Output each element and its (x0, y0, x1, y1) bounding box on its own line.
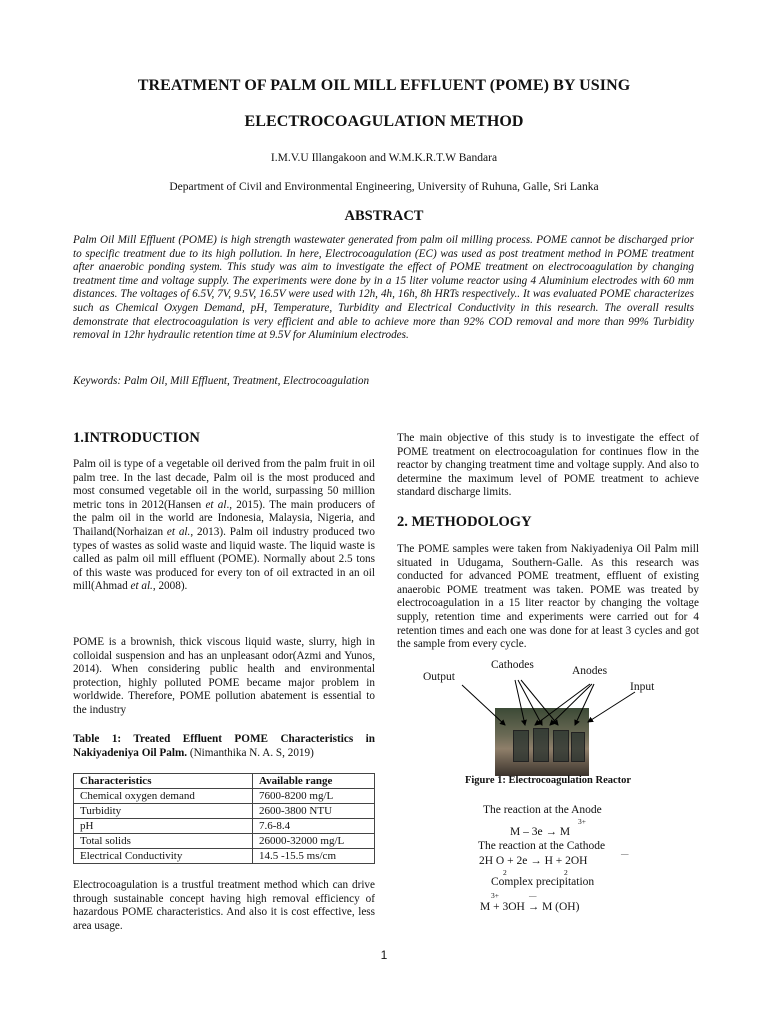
table-header-cell: Characteristics (74, 774, 253, 789)
intro-paragraph-2: POME is a brownish, thick viscous liquid waste, slurry, high in colloidal suspension and has an unpleasant odor(Azmi and Yunos, 2014). When considering public health and environmental protection, highly polluted POME became major problem in worldwide. Therefore, POME pollution abatement is essential to the industry (73, 636, 375, 716)
keywords: Keywords: Palm Oil, Mill Effluent, Treatment, Electrocoagulation (73, 375, 370, 387)
title-line-1: TREATMENT OF PALM OIL MILL EFFLUENT (POME) BY USING (137, 77, 631, 94)
cathode-reaction-equation: 2H O + 2e → H + 2OH (479, 855, 588, 867)
table-row (74, 819, 375, 834)
methodology-heading: 2. METHODOLOGY (397, 514, 532, 530)
table-row (74, 804, 375, 819)
figure-caption: Figure 1: Electrocoagulation Reactor (464, 775, 632, 786)
anode-reaction-heading: The reaction at the Anode (483, 804, 602, 816)
table-cell: 14.5 -15.5 ms/cm (253, 849, 375, 864)
cathode-subscript-1: 2 (503, 868, 507, 877)
cathode-reaction-heading: The reaction at the Cathode (478, 840, 606, 852)
table-cell: 7600-8200 mg/L (253, 789, 375, 804)
intro-paragraph-1: Palm oil is type of a vegetable oil derived from the palm fruit in oil palm tree. In the last decade, Palm oil is the most produced and most consumed vegetable oil in the world, surpassing 50 million metric tons in 2012(Hansen et al., 2015). The main producers of the palm oil in the world are Indonesia, Malaysia, Nigeria, and Thailand(Norhaizan et al., 2013). Palm oil industry produced two types of wastes as solid waste and liquid waste. The liquid waste is called as palm oil mill effluent (POME). Normally about 2.5 tons of this waste was produced for every ton of oil extracted in an oil mill(Ahmad et al., 2008). (73, 458, 375, 593)
figure-label-cathodes: Cathodes (491, 659, 534, 671)
pome-characteristics-table (73, 773, 375, 864)
methodology-paragraph: The POME samples were taken from Nakiyadeniya Oil Palm mill situated in Udugama, Southern-Galle. As this research was conducted for advanced POME treatment, effluent of existing anaerobic POME treatment was taken. POME was treated by electrocoagulation in a 15 liter reactor by changing the voltage supply, retention time and experiments were carried out for 4 retention times and each one was done for at least 3 cycles and got the sample from every cycle. (397, 543, 699, 651)
table-cell: Total solids (74, 834, 253, 849)
table-row (74, 834, 375, 849)
paper-title (60, 68, 708, 140)
affiliation: Department of Civil and Environmental Engineering, University of Ruhuna, Galle, Sri Lanka (169, 181, 599, 193)
table-caption: Table 1: Treated Effluent POME Characteristics in Nakiyadeniya Oil Palm. (Nimanthika N. A. S, 2019) (73, 733, 375, 759)
table-cell: 7.6-8.4 (253, 819, 375, 834)
table-header-row (74, 774, 375, 789)
title-line-2: ELECTROCOAGULATION METHOD (244, 113, 524, 130)
authors: I.M.V.U Illangakoon and W.M.K.R.T.W Bandara (270, 152, 498, 164)
objective-paragraph: The main objective of this study is to investigate the effect of POME treatment on electrocoagulation for continues flow in the reactor by changing treatment time and voltage supply. And also to determine the maximum level of POME treatment to achieve standard discharge limits. (397, 432, 699, 499)
intro-paragraph-3: Electrocoagulation is a trustful treatment method which can drive through sustainable concept having high removal efficiency of hazardous POME characteristics. And also it is cost effective, less area usage. (73, 879, 375, 932)
cathode-reaction-superscript: — (621, 849, 628, 858)
table-cell: 26000-32000 mg/L (253, 834, 375, 849)
figure-pointer-arrows (440, 670, 670, 740)
figure-label-output: Output (423, 671, 455, 683)
complex-superscript-2: — (529, 891, 537, 900)
complex-precipitation-heading: Complex precipitation (491, 876, 595, 888)
abstract-text: Palm Oil Mill Effluent (POME) is high strength wastewater generated from palm oil milling process. POME cannot be discharged prior to specific treatment due to its high pollution. In here, Electrocoagulation (EC) was used as post treatment method in POME treatment after anaerobic ponding system. This study was aim to investigate the effect of POME treatment on electrocoagulation by changing treatment time and voltage supply. The experiments were done by in a 15 liter volume reactor using 4 Aluminium electrodes with 60 mm distances. The voltages of 6.5V, 7V, 9.5V, 16.5V were used with 12h, 4h, 16h, 8h HRTs respectively.. It was evaluated POME characterizes such as Chemical Oxygen Demand, pH, Temperature, Turbidity and Electrical Conductivity in this research. The overall results demonstrate that electrocoagulation is very efficient and able to achieve more than 92% COD removal and more than 99% Turbidity removal in 12hr hydraulic retention time at 9.5V for Aluminium electrodes. (73, 234, 694, 342)
table-cell: Electrical Conductivity (74, 849, 253, 864)
table-header-cell: Available range (253, 774, 375, 789)
cathode-subscript-2: 2 (564, 868, 568, 877)
complex-precipitation-equation: M + 3OH → M (OH) (480, 901, 580, 913)
abstract-heading: ABSTRACT (344, 208, 424, 224)
figure-label-anodes: Anodes (572, 665, 608, 677)
table-row (74, 789, 375, 804)
table-cell: 2600-3800 NTU (253, 804, 375, 819)
table-row (74, 849, 375, 864)
anode-reaction-superscript: 3+ (578, 817, 586, 826)
complex-superscript-1: 3+ (491, 891, 499, 900)
page-number: 1 (380, 948, 388, 962)
table-cell: pH (74, 819, 253, 834)
intro-heading: 1.INTRODUCTION (73, 430, 200, 446)
table-cell: Chemical oxygen demand (74, 789, 253, 804)
anode-reaction-equation: M – 3e → M (510, 826, 571, 838)
table-cell: Turbidity (74, 804, 253, 819)
figure-label-input: Input (630, 681, 655, 693)
